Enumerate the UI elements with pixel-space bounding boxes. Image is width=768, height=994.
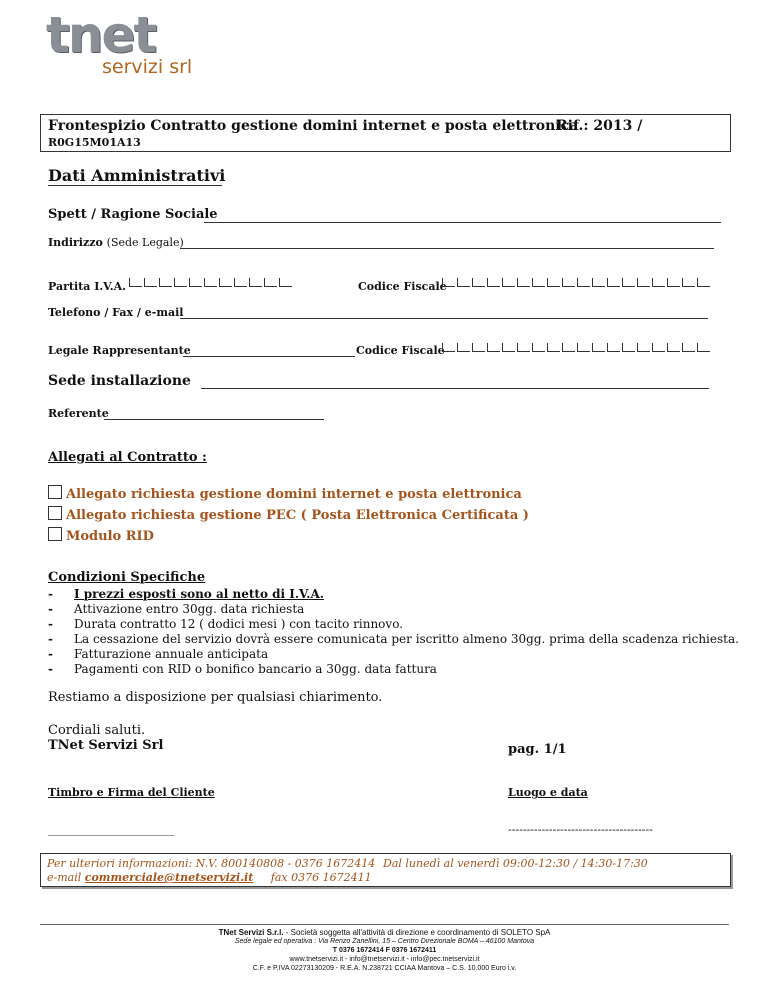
indirizzo-text: Indirizzo [48,236,103,249]
condizione-1: I prezzi esposti sono al netto di I.V.A. [74,587,324,601]
partita-iva-label: Partita I.V.A. [48,280,126,293]
footer-line-2: Sede legale ed operativa : Via Renzo Zanellini, 15 – Centro Direzionale BOMA – 46100 Mantova [234,938,535,945]
telefono-label: Telefono / Fax / e-mail [48,306,184,319]
condizione-5: Fatturazione annuale anticipata [74,647,269,661]
company-footer [40,924,729,973]
company-name: TNet Servizi Srl [48,738,164,753]
allegato-item-2[interactable] [48,504,529,523]
list-item: - I prezzi esposti sono al netto di I.V.A. [48,587,324,601]
reference-number: Rif.: 2013 / [556,118,643,134]
info-line-2 [47,871,372,884]
footer-line-4: www.tnetservizi.it - info@tnetservizi.it - info@pec.tnetservizi.it [289,956,480,963]
legale-label: Legale Rappresentante [48,344,191,357]
condizione-4: La cessazione del servizio dovrà essere comunicata per iscritto almeno 30gg. prima della scadenza richiesta. [74,632,739,646]
luogo-label: Luogo e data [508,786,588,799]
checkbox[interactable] [48,485,62,499]
condizione-2: Attivazione entro 30gg. data richiesta [74,602,305,616]
indirizzo-field[interactable] [180,248,714,249]
allegato-label-3: Modulo RID [66,529,154,544]
condizione-6: Pagamenti con RID o bonifico bancario a 30gg. data fattura [74,662,437,676]
footer-line-1 [40,928,729,937]
admin-heading [48,166,225,186]
company-logo-subtitle: servizi srl [102,56,193,78]
telefono-field[interactable] [180,318,708,319]
codice-fiscale-boxes[interactable] [442,278,711,287]
saluti-text: Cordiali saluti. [48,723,146,738]
referente-label: Referente [48,407,109,420]
allegato-item-1[interactable] [48,483,522,502]
footer-line-3: T 0376 1672414 F 0376 1672411 [332,947,437,954]
codice-fiscale-label: Codice Fiscale [358,280,447,293]
timbro-label: Timbro e Firma del Cliente [48,786,215,799]
info-box [40,853,731,887]
list-item: - Attivazione entro 30gg. data richiesta [48,602,305,616]
list-item: - Pagamenti con RID o bonifico bancario a 30gg. data fattura [48,662,437,676]
sede-label: Sede installazione [48,373,191,389]
list-item: - Fatturazione annuale anticipata [48,647,269,661]
document-code: R0G15M01A13 [48,136,141,149]
partita-iva-boxes[interactable] [129,278,293,287]
signature-line[interactable]: _______________________ [48,823,175,836]
codice-fiscale-label-2: Codice Fiscale [356,344,445,357]
allegato-item-3[interactable] [48,525,154,544]
allegato-label-1: Allegato richiesta gestione domini internet e posta elettronica [66,487,522,502]
info-line-1: Per ulteriori informazioni: N.V. 800140808 - 0376 1672414 [47,857,376,870]
list-item: - La cessazione del servizio dovrà essere comunicata per iscritto almeno 30gg. prima della scadenza richiesta. [48,632,739,646]
footer-company: TNet Servizi S.r.l. [218,928,284,937]
condizioni-heading: Condizioni Specifiche [48,570,206,585]
condizioni-list [48,587,739,677]
footer-line-1-text: - Società soggetta all'attività di direzione e coordinamento di SOLETO SpA [283,928,551,937]
date-line[interactable]: --------------------------------------- [508,823,653,836]
document-title: Frontespizio Contratto gestione domini internet e posta elettronica [48,118,579,134]
checkbox[interactable] [48,527,62,541]
legale-field[interactable] [183,356,355,357]
allegati-heading: Allegati al Contratto : [48,450,207,465]
sede-field[interactable] [201,388,709,389]
allegato-label-2: Allegato richiesta gestione PEC ( Posta Elettronica Certificata ) [66,508,529,523]
indirizzo-note: (Sede Legale) [106,236,184,249]
checkbox[interactable] [48,506,62,520]
ragione-sociale-label: Spett / Ragione Sociale [48,207,218,222]
admin-heading-underline [48,185,222,186]
indirizzo-label [48,236,184,249]
referente-field[interactable] [104,419,324,420]
office-hours: Dal lunedì al venerdì 09:00-12:30 / 14:30-17:30 [383,857,648,870]
condizione-3: Durata contratto 12 ( dodici mesi ) con tacito rinnovo. [74,617,404,631]
footer-line-5: C.F. e P.IVA 02273130209 - R.E.A. N.238721 CCIAA Mantova – C.S. 10.000 Euro i.v. [252,965,517,972]
fax-number: fax 0376 1672411 [270,871,372,884]
list-item: - Durata contratto 12 ( dodici mesi ) con tacito rinnovo. [48,617,404,631]
ragione-sociale-field[interactable] [204,222,721,223]
codice-fiscale-boxes-2[interactable] [442,343,711,352]
email-link[interactable]: commerciale@tnetservizi.it [84,871,254,884]
admin-heading-text: Dati Amministrativi [48,166,226,185]
header-box [40,114,731,152]
company-logo: tnet [46,6,156,64]
page-number: pag. 1/1 [508,742,567,757]
email-label: e-mail [47,871,82,884]
restiamo-text: Restiamo a disposizione per qualsiasi chiarimento. [48,690,383,705]
